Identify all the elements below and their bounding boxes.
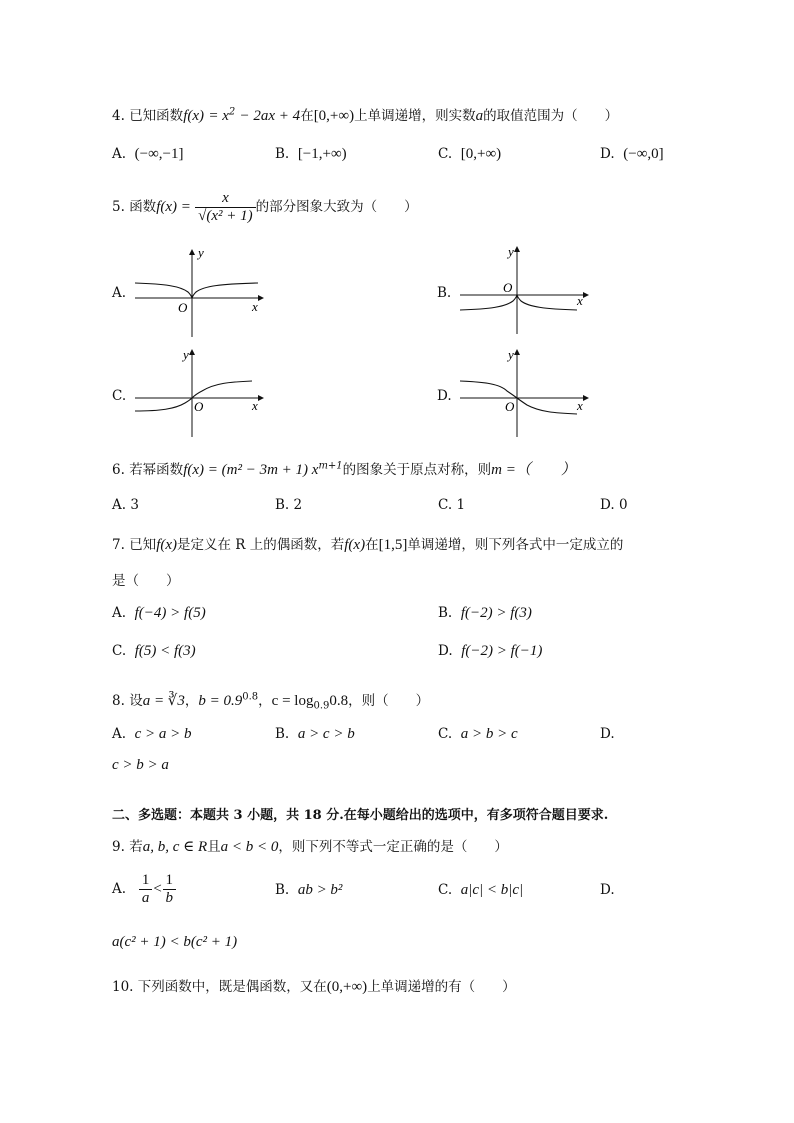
q10-stem: 10. 下列函数中，既是偶函数，又在(0,+∞)上单调递增的有（ ） <box>112 979 516 995</box>
q7-stem-cont: 是（ ） <box>112 573 180 589</box>
q8-option-d-label[interactable]: D. <box>600 726 615 742</box>
q6-option-c[interactable]: C. 1 <box>438 497 466 513</box>
axis-y-label: y <box>508 347 514 362</box>
q6-option-a[interactable]: A. 3 <box>112 497 139 513</box>
q8-stem: 8. 设a = ∛3，$b = 0.9^{0.8}$，$c = \log_{0.9}0.8$，则（ ） <box>112 691 430 712</box>
axis-y-label: y <box>198 245 204 260</box>
origin-label: O <box>503 280 513 295</box>
axis-x-label: x <box>577 398 583 413</box>
q9-option-d-value[interactable]: a(c² + 1) < b(c² + 1) <box>112 934 238 950</box>
q7-stem: 7. 已知f(x)是定义在 R 上的偶函数，若f(x)在[1,5]单调递增，则下列各式中一定成立的 <box>112 537 624 553</box>
origin-label: O <box>505 399 515 414</box>
q5-option-b-label[interactable]: B. <box>437 285 452 301</box>
axis-y-label: y <box>508 244 514 259</box>
q5-option-c-label[interactable]: C. <box>112 388 127 404</box>
q8-option-d-value[interactable]: c > b > a <box>112 757 169 773</box>
axis-x-label: x <box>577 293 583 308</box>
q6-option-d[interactable]: D. 0 <box>600 497 628 513</box>
q4-option-b[interactable]: B. [−1,+∞) <box>275 146 347 162</box>
section-multi-choice-title: 二、多选题：本题共 3 小题，共 18 分.在每小题给出的选项中，有多项符合题目要求. <box>112 808 609 823</box>
q5-graph-b[interactable] <box>455 242 595 337</box>
q7-option-b[interactable]: B. f(−2) > f(3) <box>438 605 532 621</box>
origin-label: O <box>194 399 204 414</box>
q4-option-a[interactable]: A. (−∞,−1] <box>112 146 184 162</box>
axis-x-label: x <box>252 398 258 413</box>
q8-option-b[interactable]: B. a > c > b <box>275 726 355 742</box>
q5-option-a-label[interactable]: A. <box>112 285 127 301</box>
q9-option-a[interactable]: A. $\frac{1}{a}$ < $\frac{1}{b}$ <box>112 872 176 907</box>
axis-x-label: x <box>252 299 258 314</box>
q5-graph-a[interactable] <box>130 245 270 340</box>
q5-fraction: $\frac{x}{\text{√(x² + 1)}}$ <box>195 190 256 225</box>
origin-label: O <box>178 300 188 315</box>
q5-graph-c[interactable] <box>130 345 270 440</box>
q7-option-a[interactable]: A. f(−4) > f(5) <box>112 605 206 621</box>
q6-option-b[interactable]: B. 2 <box>275 497 303 513</box>
q5-graph-d[interactable] <box>455 345 595 440</box>
q9-option-b[interactable]: B. ab > b² <box>275 882 343 898</box>
q4-option-d[interactable]: D. (−∞,0] <box>600 146 664 162</box>
q9-option-c[interactable]: C. a|c| < b|c| <box>438 882 524 898</box>
q7-option-c[interactable]: C. f(5) < f(3) <box>112 643 196 659</box>
q8-option-a[interactable]: A. c > a > b <box>112 726 192 742</box>
axis-y-label: y <box>183 347 189 362</box>
q9-stem: 9. 若a, b, c ∈ R且a < b < 0，则下列不等式一定正确的是（ ） <box>112 839 508 855</box>
q4-stem: 4. 已知函数$f(x) = x^2 - 2ax + 4$在[0,+∞)上单调递增，则实数a的取值范围为（ ） <box>112 106 619 124</box>
q4-option-c[interactable]: C. [0,+∞) <box>438 146 502 162</box>
q8-option-c[interactable]: C. a > b > c <box>438 726 518 742</box>
q9-option-d-label[interactable]: D. <box>600 882 615 898</box>
q6-stem: 6. 若幂函数f(x) = (m² − 3m + 1) $x^{m+1}$的图象关于原点对称，则m =（ ） <box>112 460 576 478</box>
q7-option-d[interactable]: D. f(−2) > f(−1) <box>438 643 543 659</box>
q5-option-d-label[interactable]: D. <box>437 388 452 404</box>
q5-stem: 5. 函数f(x) = $\frac{x}{\text{√(x² + 1)}}$ 的部分图象大致为（ ） <box>112 190 418 224</box>
